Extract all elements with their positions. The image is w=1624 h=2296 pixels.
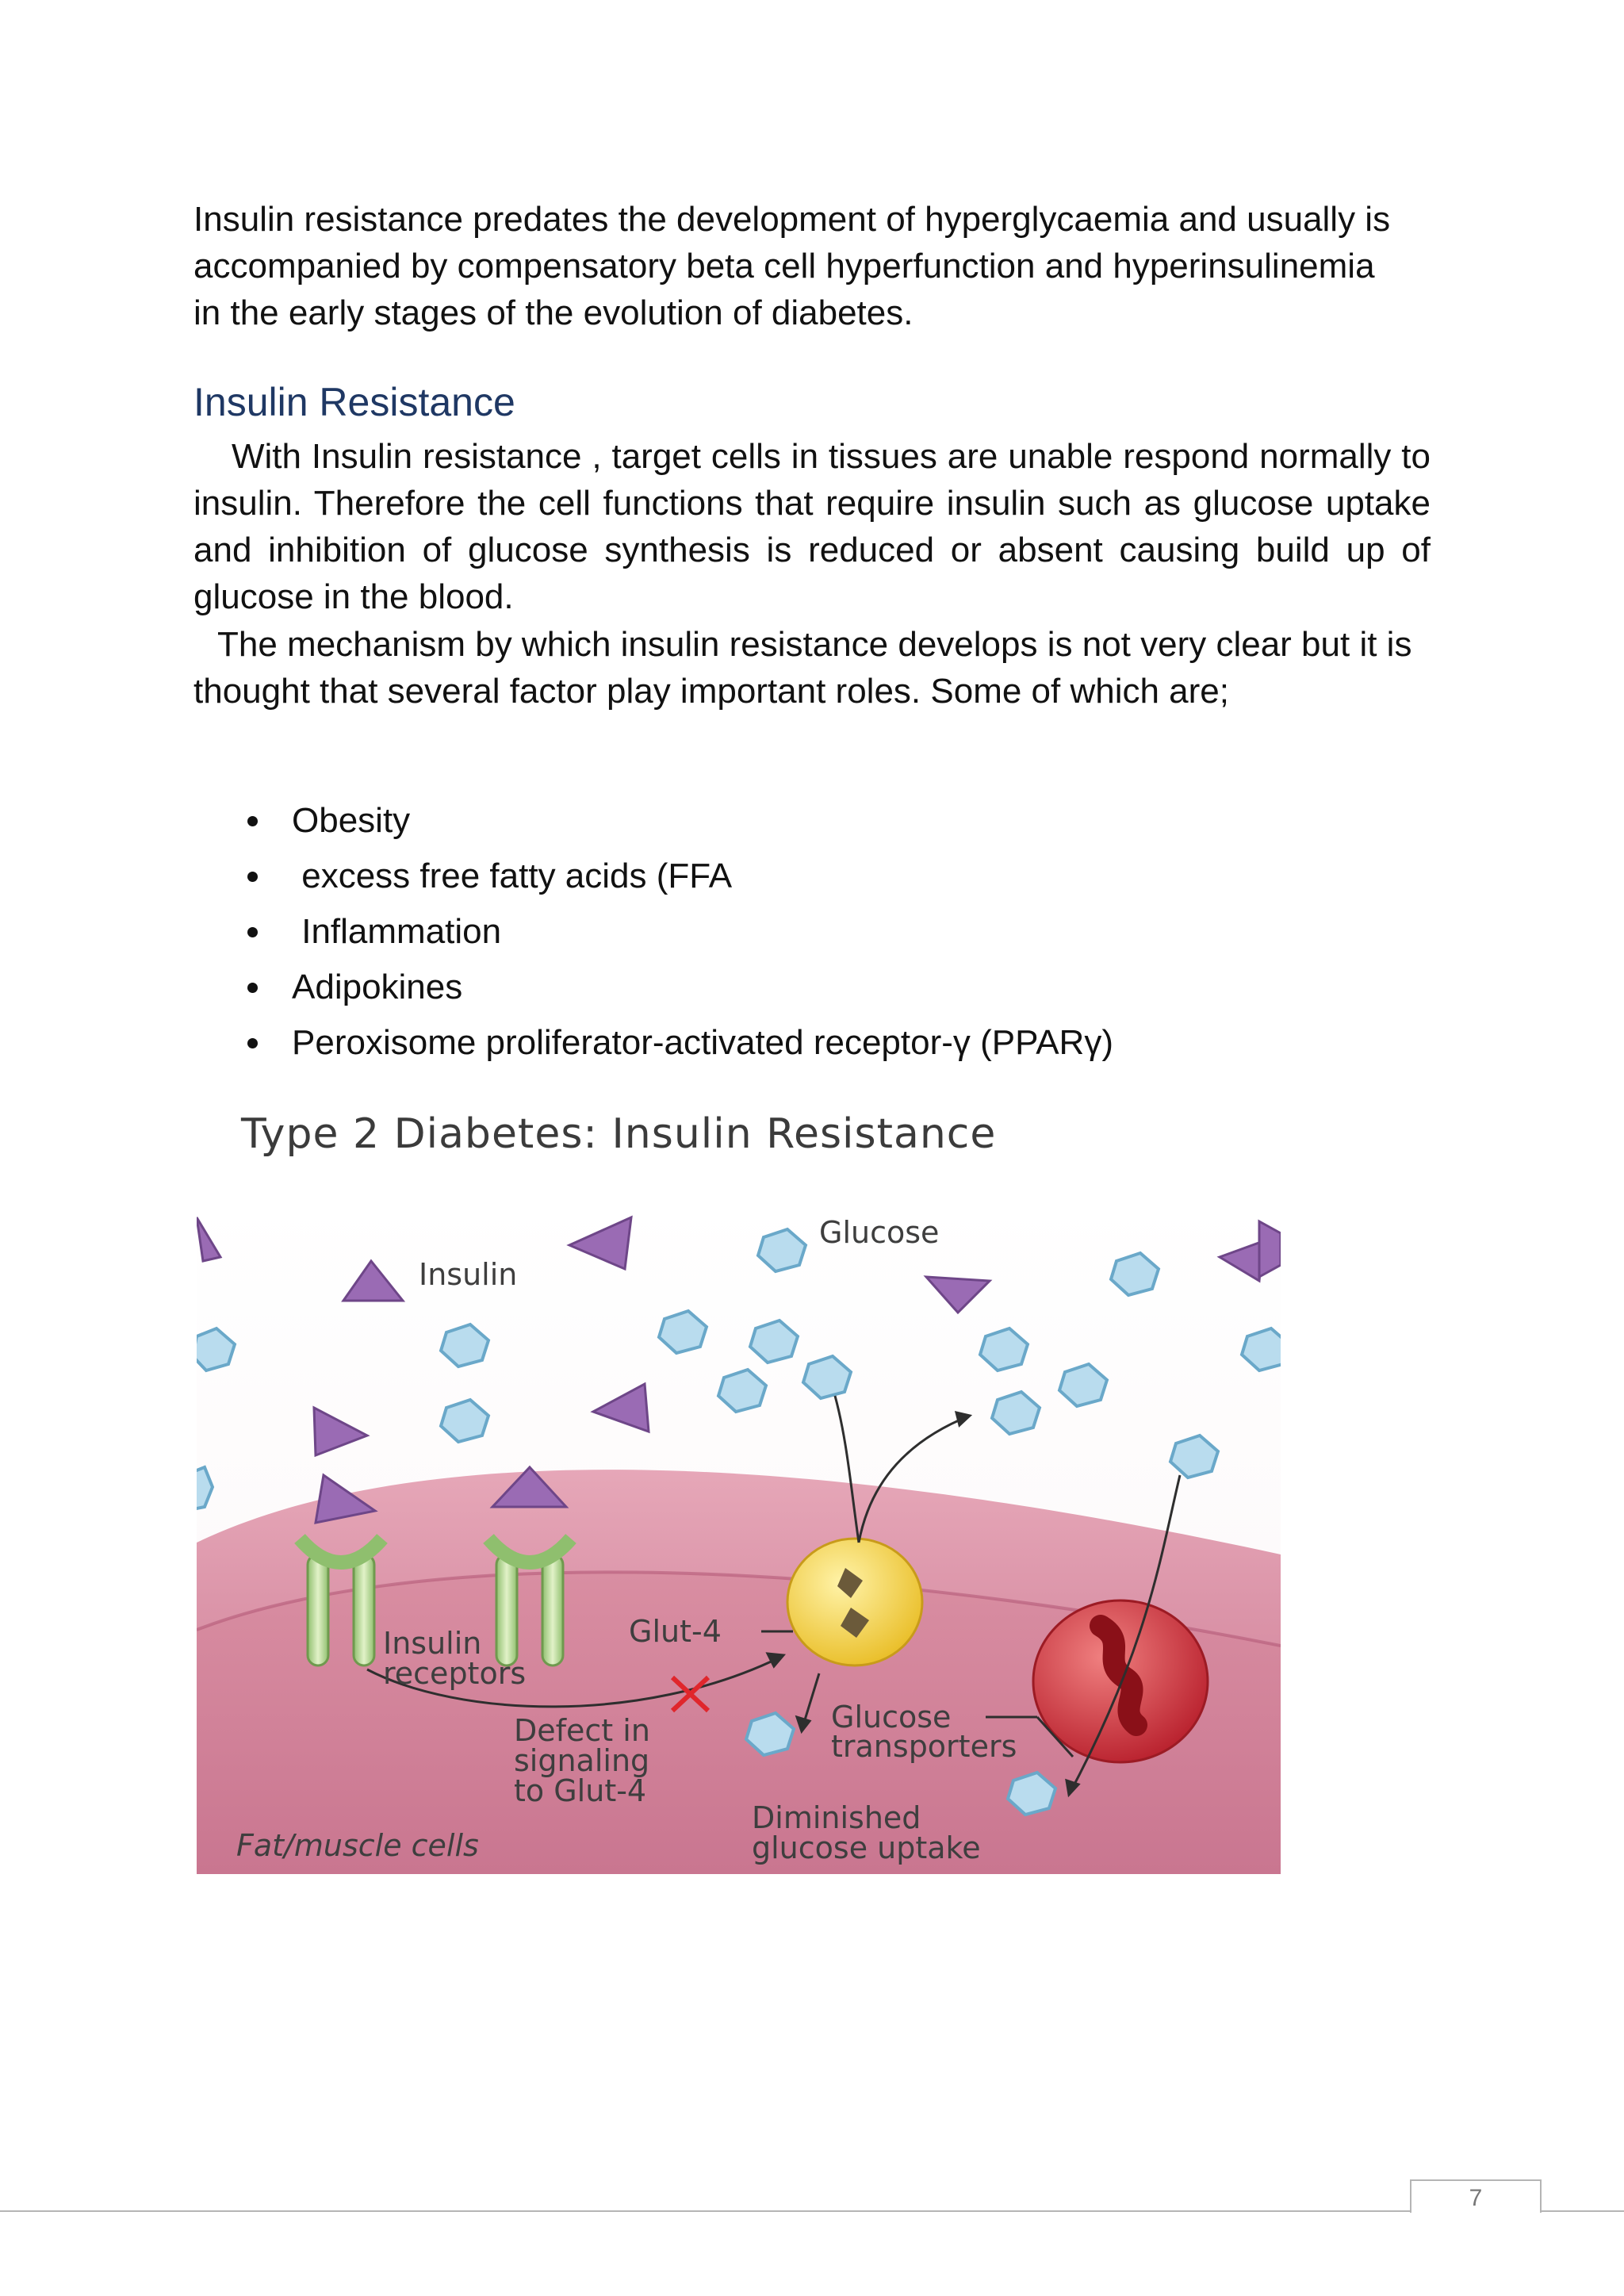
insulin-receptors-label-2: receptors: [383, 1656, 527, 1691]
defect-label-2: signaling: [514, 1743, 650, 1778]
insulin-receptors-label-1: Insulin: [383, 1626, 482, 1661]
defect-label-3: to Glut-4: [514, 1773, 647, 1808]
diminished-label-1: Diminished: [752, 1800, 921, 1835]
section-paragraph-2: [193, 621, 1431, 715]
intro-paragraph: [193, 196, 1431, 336]
factor-list: [246, 793, 1113, 1071]
insulin-label: Insulin: [419, 1257, 518, 1292]
paragraph-line: thought that several factor play important roles. Some of which are;: [193, 672, 1229, 711]
section-paragraph-1: With Insulin resistance , target cells in tissues are unable respond normally to insulin. Therefore the cell functions that require insulin such as glucose uptake and inhibition of glucose synthesis is reduced or absent causing build up of glucose in the blood.: [193, 437, 1431, 616]
section-heading: Insulin Resistance: [193, 380, 515, 424]
footer-divider: [0, 2210, 1624, 2212]
bullet-icon: [247, 983, 258, 993]
cells-label: Fat/muscle cells: [236, 1828, 479, 1863]
bullet-icon: [247, 816, 258, 826]
red-blood-cell: [1033, 1600, 1208, 1762]
glut4-transporter: [787, 1539, 922, 1665]
list-item: Inflammation: [246, 904, 1113, 960]
intro-line: accompanied by compensatory beta cell hyperfunction and hyperinsulinemia: [193, 247, 1375, 286]
list-item: excess free fatty acids (FFA: [246, 849, 1113, 904]
glucose-transporters-label-2: transporters: [831, 1729, 1017, 1764]
intro-line: in the early stages of the evolution of diabetes.: [193, 293, 914, 332]
glut4-label: Glut-4: [629, 1614, 722, 1649]
glucose-label: Glucose: [819, 1215, 940, 1250]
list-item: Adipokines: [246, 960, 1113, 1015]
bullet-icon: [247, 1038, 258, 1048]
figure-title: Type 2 Diabetes: Insulin Resistance: [241, 1110, 997, 1158]
bullet-icon: [247, 927, 258, 937]
bullet-icon: [247, 872, 258, 882]
defect-label-1: Defect in: [514, 1713, 650, 1748]
diminished-label-2: glucose uptake: [752, 1830, 981, 1865]
list-item: Peroxisome proliferator-activated receptor-γ (PPARγ): [246, 1015, 1113, 1071]
intro-line: Insulin resistance predates the development of hyperglycaemia and usually is: [193, 200, 1391, 239]
paragraph-line: The mechanism by which insulin resistance develops is not very clear but it is: [217, 625, 1412, 664]
page-number: 7: [1410, 2179, 1542, 2213]
glucose-transporters-label-1: Glucose: [831, 1700, 952, 1734]
insulin-resistance-figure: [197, 1202, 1281, 1874]
list-item: Obesity: [246, 793, 1113, 849]
